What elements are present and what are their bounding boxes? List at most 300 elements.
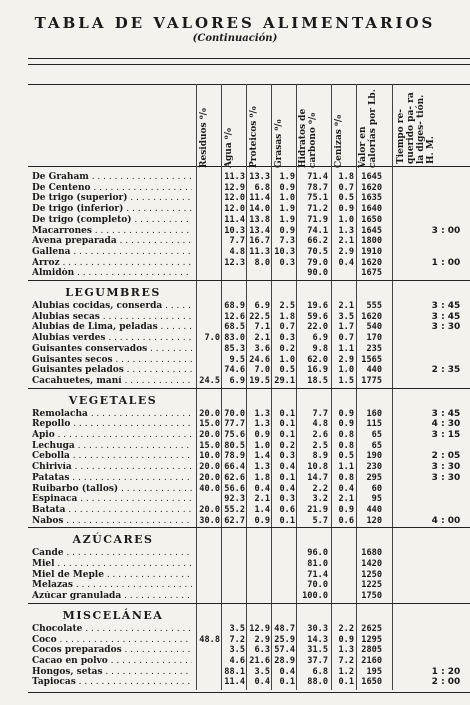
cell-cen: 0.9 [338,408,354,419]
cell-prot: 11.4 [249,193,270,204]
cell-agua: 12.3 [224,257,245,268]
cell-val: 1250 [361,569,382,580]
cell-prot: 19.5 [249,375,270,386]
cell-val: 65 [371,430,382,440]
cell-cen: 1.1 [338,462,354,473]
cell-agua: 10.3 [224,225,245,236]
cell-cen: 0.9 [338,204,354,215]
cell-agua: 68.5 [224,322,245,333]
cell-hid: 6.9 [312,333,328,344]
cell-val: 160 [366,408,382,419]
food-name: Cocos preparados . . . [32,645,192,655]
food-name: Guisantes secos . . . [32,355,192,365]
cell-hid: 14.3 [307,634,328,645]
cell-gras: 0.3 [279,451,295,462]
cell-gras: 28.9 [274,655,295,666]
cell-prot: 13.8 [249,214,270,225]
cell-tiempo: 2 : 00 [431,677,461,688]
cell-agua: 83.0 [224,333,245,344]
cell-hid: 14.7 [307,472,328,483]
cell-gras: 0.1 [279,419,295,430]
cell-cen: 2.9 [338,246,354,257]
cell-val: 190 [366,451,382,462]
cell-val: 1910 [361,246,382,257]
cell-hid: 30.3 [307,623,328,634]
cell-val: 1640 [361,204,382,215]
cell-val: 120 [366,515,382,526]
cell-gras: 0.2 [279,343,295,354]
food-name: Espinaca . . . [32,494,192,504]
cell-val: 1650 [361,214,382,225]
cell-val: 1645 [361,172,382,182]
cell-gras: 1.9 [279,204,295,215]
cell-gras: 1.0 [279,354,295,365]
cell-prot: 1.3 [254,419,270,430]
cell-agua: 92.3 [224,494,245,505]
cell-prot: 8.0 [254,257,270,268]
section-rule [28,388,470,389]
cell-cen: 1.1 [338,343,354,354]
cell-val: 1225 [361,580,382,591]
rule-top-1 [28,58,470,59]
cell-prot: 7.1 [254,322,270,333]
cell-prot: 2.1 [254,333,270,344]
cell-agua: 55.2 [224,504,245,515]
cell-cen: 2.1 [338,301,354,311]
cell-res: 20.0 [199,504,220,515]
food-name: De trigo (completo) . . . [32,215,192,225]
cell-tiempo: 3 : 45 [431,408,461,419]
cell-prot: 1.8 [254,472,270,483]
cell-val: 115 [366,419,382,430]
page-subtitle: (Continuación) [192,33,278,44]
cell-gras: 1.0 [279,193,295,204]
food-name: Macarrones . . . [32,226,192,236]
cell-res: 7.0 [204,333,220,344]
header-tiempo: Tiempo re- querido pa- ra la diges- tión. H. M. [396,92,436,164]
cell-val: 540 [366,322,382,333]
cell-agua: 56.6 [224,483,245,494]
cell-cen: 2.1 [338,494,354,505]
cell-agua: 12.6 [224,311,245,322]
cell-hid: 75.1 [307,193,328,204]
food-name: Ruibarbo (tallos) . . . [32,484,192,494]
cell-cen: 7.2 [338,655,354,666]
cell-cen: 1.0 [338,365,354,376]
cell-prot: 1.3 [254,462,270,473]
cell-hid: 78.7 [307,182,328,193]
cell-agua: 3.5 [229,623,245,634]
cell-hid: 62.0 [307,354,328,365]
cell-agua: 7.7 [229,236,245,247]
cell-res: 10.0 [199,451,220,462]
cell-gras: 0.3 [279,333,295,344]
cell-cen: 0.4 [338,483,354,494]
cell-hid: 4.8 [312,419,328,430]
food-name: Avena preparada . . . [32,236,192,246]
cell-agua: 75.6 [224,430,245,440]
cell-prot: 11.3 [249,246,270,257]
cell-cen: 0.7 [338,182,354,193]
cell-gras: 0.9 [279,182,295,193]
cell-hid: 2.6 [312,430,328,440]
cell-cen: 1.5 [338,375,354,386]
cell-gras: 0.4 [279,666,295,677]
cell-gras: 0.5 [279,365,295,376]
food-name: Almidón . . . [32,268,192,278]
cell-gras: 0.1 [279,472,295,483]
cell-val: 1565 [361,354,382,365]
section-rule [28,527,470,528]
cell-cen: 3.5 [338,311,354,322]
cell-hid: 37.7 [307,655,328,666]
cell-hid: 21.9 [307,504,328,515]
cell-val: 1620 [361,311,382,322]
cell-hid: 7.7 [312,408,328,419]
cell-agua: 85.3 [224,343,245,354]
food-name: Guisantes pelados . . . [32,365,192,375]
cell-tiempo: 3 : 30 [431,322,461,333]
cell-cen: 0.5 [338,451,354,462]
cell-res: 15.0 [199,440,220,451]
cell-hid: 71.4 [307,569,328,580]
cell-prot: 6.9 [254,301,270,311]
page-title: TABLA DE VALORES ALIMENTARIOS [34,14,436,32]
section-rule [28,603,470,604]
cell-gras: 0.1 [279,408,295,419]
cell-gras: 2.5 [279,301,295,311]
cell-agua: 4.8 [229,246,245,257]
cell-hid: 2.2 [312,483,328,494]
cell-cen: 1.8 [338,172,354,182]
cell-res: 20.0 [199,430,220,440]
cell-prot: 13.4 [249,225,270,236]
cell-hid: 66.2 [307,236,328,247]
food-name: De trigo (inferior) . . . [32,204,192,214]
cell-agua: 11.3 [224,172,245,182]
food-name: Miel de Meple . . . [32,570,192,580]
cell-val: 1635 [361,193,382,204]
header-valor: Valor en calorías por Lb. [358,89,378,168]
cell-val: 1680 [361,548,382,559]
cell-cen: 2.9 [338,354,354,365]
cell-cen: 1.3 [338,225,354,236]
cell-prot: 0.4 [254,483,270,494]
cell-agua: 74.6 [224,365,245,376]
cell-prot: 2.1 [254,494,270,505]
cell-gras: 0.9 [279,225,295,236]
cell-val: 95 [371,494,382,505]
cell-tiempo: 2 : 05 [431,451,461,462]
cell-res: 40.0 [199,483,220,494]
cell-hid: 10.8 [307,462,328,473]
food-name: Apio . . . [32,430,192,440]
cell-cen: 0.8 [338,472,354,483]
cell-prot: 3.6 [254,343,270,354]
cell-agua: 77.7 [224,419,245,430]
cell-cen: 0.9 [338,504,354,515]
cell-tiempo: 3 : 45 [431,311,461,322]
cell-agua: 11.4 [224,214,245,225]
cell-hid: 5.7 [312,515,328,526]
food-name: Remolacha . . . [32,409,192,419]
cell-agua: 12.0 [224,204,245,215]
cell-prot: 3.5 [254,666,270,677]
food-name: Alubias de Lima, peladas . . . [32,322,192,332]
cell-agua: 11.4 [224,677,245,688]
cell-val: 235 [366,343,382,354]
cell-agua: 62.6 [224,472,245,483]
cell-tiempo: 3 : 30 [431,472,461,483]
cell-prot: 16.7 [249,236,270,247]
cell-val: 1750 [361,591,382,602]
food-name: Miel . . . [32,559,192,569]
cell-agua: 88.1 [224,666,245,677]
cell-hid: 18.5 [307,375,328,386]
cell-tiempo: 3 : 00 [431,225,461,236]
cell-val: 65 [371,440,382,451]
section-heading: VEGETALES [68,393,158,407]
header-cenizas: Cenizas ⁰/₀ [334,114,344,168]
cell-agua: 66.4 [224,462,245,473]
cell-res: 20.0 [199,462,220,473]
cell-tiempo: 3 : 45 [431,301,461,311]
cell-gras: 0.1 [279,677,295,688]
food-name: Alubias cocidas, conserda . . . [32,301,192,311]
cell-gras: 0.4 [279,462,295,473]
cell-hid: 70.5 [307,246,328,257]
cell-val: 1775 [361,375,382,386]
cell-cen: 0.9 [338,419,354,430]
cell-tiempo: 2 : 35 [431,365,461,376]
cell-cen: 0.8 [338,430,354,440]
food-name: Repollo . . . [32,419,192,429]
food-name: De trigo (superior) . . . [32,193,192,203]
food-name: De Centeno . . . [32,183,192,193]
cell-agua: 68.9 [224,301,245,311]
food-name: Melazas . . . [32,580,192,590]
cell-res: 20.0 [199,472,220,483]
cell-res: 20.0 [199,408,220,419]
cell-gras: 7.3 [279,236,295,247]
cell-hid: 79.0 [307,257,328,268]
cell-agua: 9.5 [229,354,245,365]
cell-cen: 0.8 [338,440,354,451]
cell-prot: 12.9 [249,623,270,634]
cell-val: 440 [366,365,382,376]
food-name: De Graham . . . [32,172,192,182]
cell-cen: 0.6 [338,515,354,526]
cell-prot: 7.0 [254,365,270,376]
section-heading: MISCELÁNEA [62,608,164,622]
food-name: Cande . . . [32,548,192,558]
cell-val: 295 [366,472,382,483]
cell-hid: 96.0 [307,548,328,559]
cell-val: 60 [371,483,382,494]
cell-tiempo: 3 : 30 [431,462,461,473]
food-name: Arroz . . . [32,258,192,268]
cell-prot: 1.4 [254,451,270,462]
food-name: Gallena . . . [32,247,192,257]
food-name: Hongos, setas . . . [32,667,192,677]
food-name: Coco . . . [32,635,192,645]
cell-hid: 88.0 [307,677,328,688]
cell-gras: 57.4 [274,645,295,656]
food-name: Cacahuetes, maní . . . [32,376,192,386]
cell-cen: 0.5 [338,193,354,204]
food-name: Chirivía . . . [32,462,192,472]
food-name: Cebolla . . . [32,451,192,461]
cell-cen: 0.7 [338,333,354,344]
cell-val: 555 [366,301,382,311]
cell-gras: 1.8 [279,311,295,322]
cell-agua: 3.5 [229,645,245,656]
cell-gras: 0.1 [279,515,295,526]
cell-cen: 2.1 [338,236,354,247]
section-rule [28,280,470,281]
cell-val: 170 [366,333,382,344]
cell-hid: 100.0 [302,591,328,602]
cell-val: 1650 [361,677,382,688]
cell-hid: 22.0 [307,322,328,333]
cell-hid: 81.0 [307,559,328,569]
food-name: Azúcar granulada . . . [32,591,192,601]
cell-hid: 71.4 [307,172,328,182]
header-hidratos: Hidratos de carbono ⁰/₀ [298,108,318,168]
cell-gras: 0.4 [279,483,295,494]
cell-agua: 80.5 [224,440,245,451]
cell-hid: 16.9 [307,365,328,376]
cell-hid: 74.1 [307,225,328,236]
cell-val: 440 [366,504,382,515]
cell-hid: 3.2 [312,494,328,505]
cell-res: 15.0 [199,419,220,430]
rule-bottom [28,692,470,693]
cell-gras: 1.9 [279,172,295,182]
cell-hid: 70.0 [307,580,328,591]
cell-gras: 0.3 [279,494,295,505]
cell-tiempo: 4 : 30 [431,419,461,430]
cell-val: 2160 [361,655,382,666]
cell-agua: 12.0 [224,193,245,204]
header-grasas: Grasas ⁰/₀ [274,119,284,168]
cell-cen: 2.2 [338,623,354,634]
cell-prot: 2.9 [254,634,270,645]
cell-val: 1620 [361,257,382,268]
cell-hid: 71.2 [307,204,328,215]
food-name: Cacao en polvo . . . [32,656,192,666]
cell-hid: 71.9 [307,214,328,225]
cell-val: 1645 [361,225,382,236]
cell-prot: 1.0 [254,440,270,451]
cell-val: 1420 [361,559,382,569]
cell-agua: 12.9 [224,182,245,193]
cell-agua: 6.9 [229,375,245,386]
cell-gras: 48.7 [274,623,295,634]
cell-prot: 13.3 [249,172,270,182]
cell-agua: 4.6 [229,655,245,666]
cell-gras: 29.1 [274,375,295,386]
cell-agua: 70.0 [224,408,245,419]
cell-prot: 24.6 [249,354,270,365]
cell-agua: 62.7 [224,515,245,526]
cell-val: 1620 [361,182,382,193]
cell-agua: 78.9 [224,451,245,462]
cell-tiempo: 3 : 15 [431,430,461,440]
cell-gras: 1.9 [279,214,295,225]
cell-gras: 0.1 [279,430,295,440]
food-name: Alubias secas . . . [32,312,192,322]
food-name: Patatas . . . [32,473,192,483]
cell-cen: 1.7 [338,322,354,333]
cell-val: 195 [366,666,382,677]
food-name: Guisantes conservados . . . [32,344,192,354]
cell-val: 1295 [361,634,382,645]
cell-res: 24.5 [199,375,220,386]
cell-gras: 0.2 [279,440,295,451]
cell-gras: 10.3 [274,246,295,257]
food-name: Alubias verdes . . . [32,333,192,343]
food-name: Lechuga . . . [32,441,192,451]
cell-res: 30.0 [199,515,220,526]
cell-tiempo: 4 : 00 [431,515,461,526]
cell-res: 48.8 [199,634,220,645]
cell-gras: 0.7 [279,322,295,333]
cell-gras: 0.3 [279,257,295,268]
cell-prot: 22.5 [249,311,270,322]
cell-tiempo: 1 : 20 [431,666,461,677]
cell-hid: 31.5 [307,645,328,656]
rule-header-top [28,84,470,85]
cell-hid: 6.8 [312,666,328,677]
cell-hid: 2.5 [312,440,328,451]
cell-cen: 1.3 [338,645,354,656]
food-name: Batata . . . [32,505,192,515]
cell-prot: 1.4 [254,504,270,515]
cell-tiempo: 1 : 00 [431,257,461,268]
food-name: Tapiocas . . . [32,677,192,687]
cell-prot: 1.3 [254,408,270,419]
cell-cen: 0.1 [338,677,354,688]
cell-val: 2625 [361,623,382,634]
cell-prot: 0.4 [254,677,270,688]
cell-prot: 6.3 [254,645,270,656]
cell-hid: 90.0 [307,268,328,279]
cell-hid: 19.6 [307,301,328,311]
cell-val: 1675 [361,268,382,279]
cell-cen: 1.0 [338,214,354,225]
cell-prot: 0.9 [254,515,270,526]
cell-val: 2805 [361,645,382,656]
cell-val: 230 [366,462,382,473]
header-residuos: Residuos ⁰/₀ [199,108,209,168]
cell-gras: 0.6 [279,504,295,515]
rule-top-2 [28,64,470,65]
cell-prot: 6.8 [254,182,270,193]
cell-cen: 0.4 [338,257,354,268]
section-heading: AZÚCARES [72,533,154,547]
cell-gras: 25.9 [274,634,295,645]
header-proteicos: Proteicos ⁰/₀ [249,106,259,168]
cell-cen: 1.2 [338,666,354,677]
header-agua: Agua ⁰/₀ [224,128,234,168]
cell-prot: 14.0 [249,204,270,215]
cell-hid: 8.9 [312,451,328,462]
cell-prot: 21.6 [249,655,270,666]
food-name: Chocolate . . . [32,624,192,634]
cell-hid: 9.8 [312,343,328,354]
cell-cen: 0.9 [338,634,354,645]
